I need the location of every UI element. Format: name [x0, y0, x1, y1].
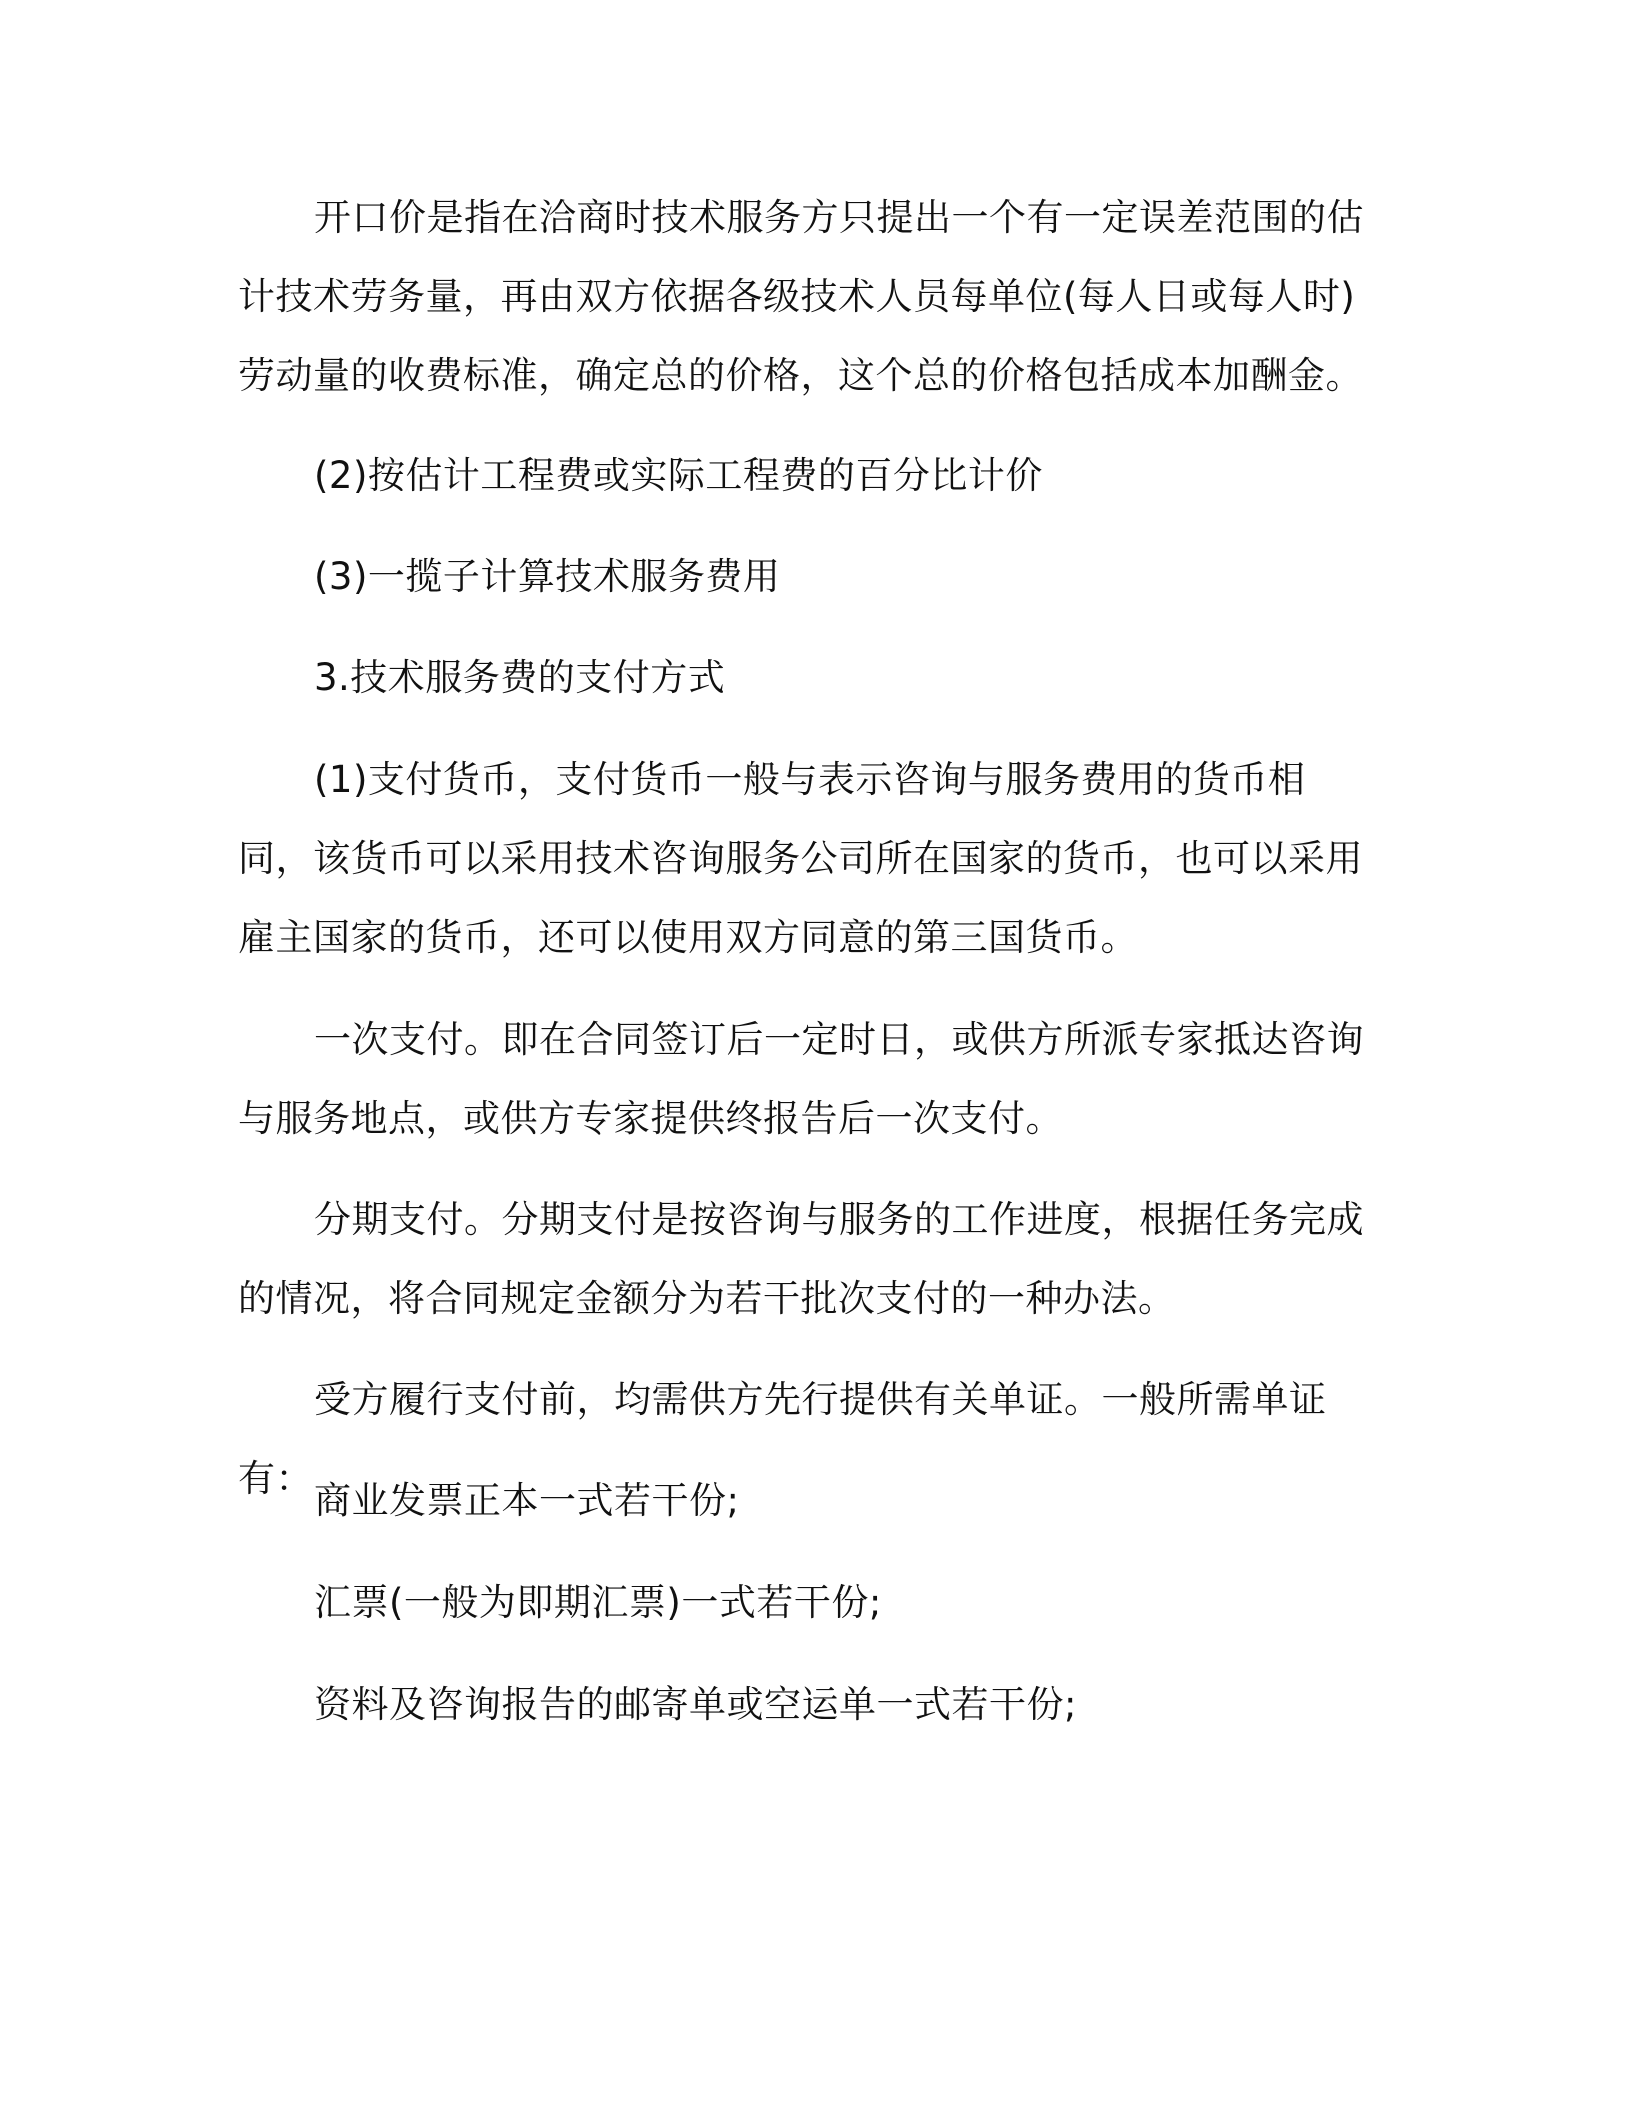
- paragraph-item-3: (3)一揽子计算技术服务费用: [314, 555, 781, 598]
- list-item-bill-of-exchange: 汇票(一般为即期汇票)一式若干份;: [314, 1581, 882, 1624]
- list-item-waybill: 资料及咨询报告的邮寄单或空运单一式若干份;: [314, 1683, 1077, 1726]
- paragraph-open-price: 开口价是指在洽商时技术服务方只提出一个有一定误差范围的估计技术劳务量，再由双方依据各级技术人员每单位(每人日或每人时)劳动量的收费标准，确定总的价格，这个总的价格包括成本加酬金。: [238, 196, 1364, 397]
- paragraph-required-documents: 受方履行支付前，均需供方先行提供有关单证。一般所需单证有：: [238, 1378, 1327, 1500]
- list-item-commercial-invoice: 商业发票正本一式若干份;: [314, 1479, 740, 1522]
- paragraph-payment-currency: (1)支付货币，支付货币一般与表示咨询与服务费用的货币相同，该货币可以采用技术咨询服务公司所在国家的货币，也可以采用雇主国家的货币，还可以使用双方同意的第三国货币。: [238, 758, 1363, 959]
- section-heading-payment-method: 3.技术服务费的支付方式: [314, 656, 726, 699]
- paragraph-installment-payment: 分期支付。分期支付是按咨询与服务的工作进度，根据任务完成的情况，将合同规定金额分为若干批次支付的一种办法。: [238, 1198, 1364, 1320]
- paragraph-item-2: (2)按估计工程费或实际工程费的百分比计价: [314, 454, 1043, 497]
- paragraph-lump-sum-payment: 一次支付。即在合同签订后一定时日，或供方所派专家抵达咨询与服务地点，或供方专家提供终报告后一次支付。: [238, 1018, 1364, 1140]
